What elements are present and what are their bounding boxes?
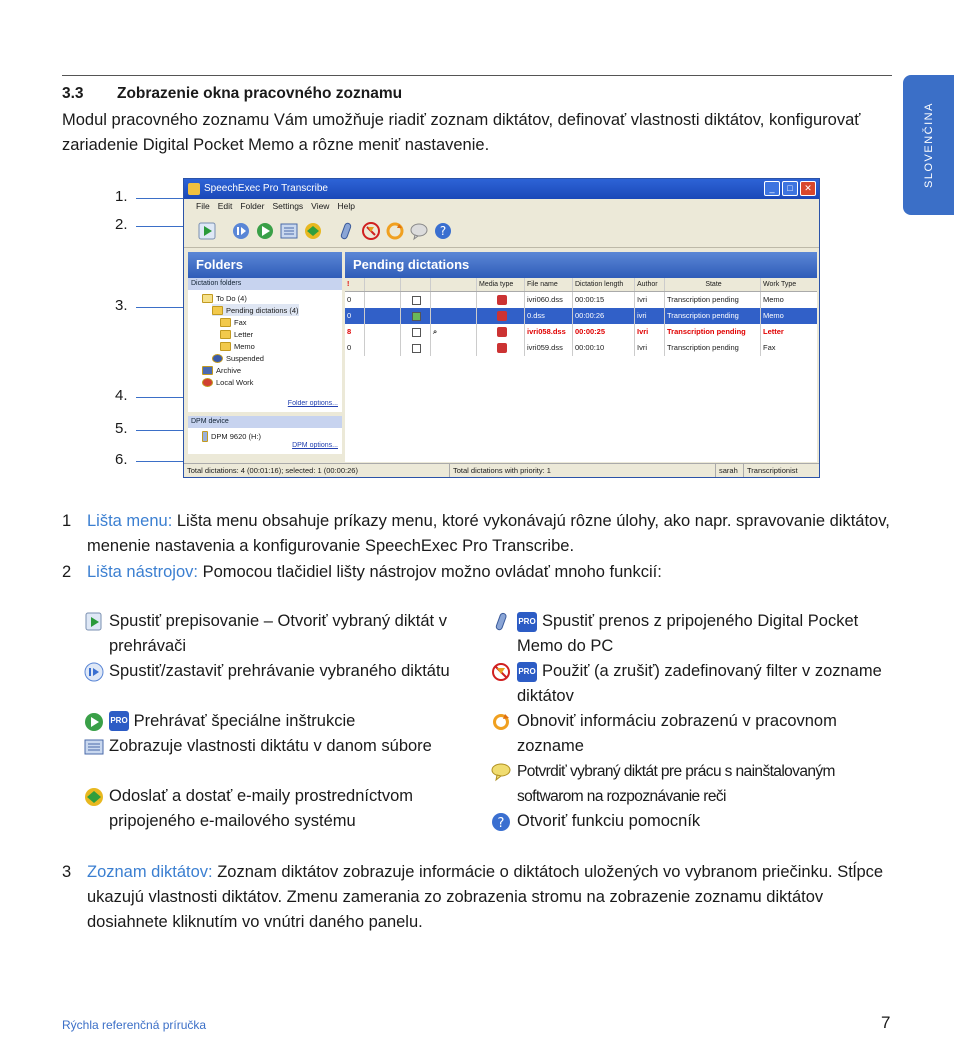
col-author[interactable]: Author bbox=[635, 278, 665, 291]
col-state[interactable]: State bbox=[665, 278, 761, 291]
folder-icon bbox=[202, 294, 213, 303]
filter-icon bbox=[491, 662, 511, 682]
pro-badge: PRO bbox=[517, 612, 537, 632]
dpm-device-item[interactable]: DPM 9620 (H:) bbox=[202, 430, 261, 442]
pro-badge: PRO bbox=[517, 662, 537, 682]
window-title: SpeechExec Pro Transcribe bbox=[204, 183, 328, 194]
help-icon bbox=[433, 221, 453, 241]
minimize-button[interactable]: _ bbox=[764, 181, 780, 196]
tree-item-archive[interactable]: Archive bbox=[202, 364, 241, 376]
tree-item-letter[interactable]: Letter bbox=[220, 328, 253, 340]
folder-icon bbox=[212, 306, 223, 315]
maximize-button[interactable]: □ bbox=[782, 181, 798, 196]
dpm-device-label: DPM device bbox=[188, 416, 342, 428]
play-icon bbox=[84, 612, 104, 632]
media-type-icon bbox=[497, 343, 507, 353]
list-item-label: Lišta menu: bbox=[87, 512, 173, 530]
local-work-icon bbox=[202, 378, 213, 387]
status-user: sarah bbox=[716, 464, 744, 477]
list-item-label: Zoznam diktátov: bbox=[87, 863, 213, 881]
tool-desc-refresh: Obnoviť informáciu zobrazenú v pracovnom zozname bbox=[491, 709, 896, 759]
toolbar bbox=[184, 214, 819, 248]
tree-item-local-work[interactable]: Local Work bbox=[202, 376, 253, 388]
dictation-list-header bbox=[345, 278, 817, 292]
filter-icon bbox=[361, 221, 381, 241]
table-row[interactable]: 0 ivri059.dss 00:00:10 Ivri Transcription pending Fax bbox=[345, 340, 817, 356]
folder-icon bbox=[220, 342, 231, 351]
callout-5: 5. bbox=[115, 420, 128, 437]
toolbar-help-button[interactable] bbox=[432, 220, 454, 242]
menu-file[interactable]: File bbox=[196, 201, 210, 211]
table-row[interactable]: 8 ⌕ ivri058.dss 00:00:25 Ivri Transcription pending Letter bbox=[345, 324, 817, 340]
properties-icon bbox=[279, 221, 299, 241]
table-row[interactable]: 0 ivri060.dss 00:00:15 Ivri Transcription pending Memo bbox=[345, 292, 817, 308]
window-title-bar bbox=[184, 179, 819, 199]
callout-3: 3. bbox=[115, 297, 128, 314]
col-instruction[interactable] bbox=[431, 278, 477, 291]
col-media-type[interactable]: Media type bbox=[477, 278, 525, 291]
tree-item-suspended[interactable]: Suspended bbox=[212, 352, 264, 364]
toolbar-play-button[interactable] bbox=[196, 220, 218, 242]
menu-help[interactable]: Help bbox=[337, 201, 355, 211]
tree-item-to-do[interactable]: To Do (4) bbox=[202, 292, 247, 304]
menu-folder[interactable]: Folder bbox=[240, 201, 265, 211]
refresh-icon bbox=[491, 712, 511, 732]
checkbox[interactable] bbox=[412, 344, 421, 353]
callout-6: 6. bbox=[115, 451, 128, 468]
pending-dictations-header: Pending dictations bbox=[345, 252, 817, 278]
col-attachment[interactable] bbox=[365, 278, 401, 291]
top-rule bbox=[62, 75, 892, 76]
section-number: 3.3 bbox=[62, 85, 84, 102]
checkbox[interactable] bbox=[412, 296, 421, 305]
speech-recognition-icon bbox=[491, 762, 511, 782]
refresh-icon bbox=[385, 221, 405, 241]
tool-desc-email: Odoslať a dostať e-maily prostredníctvom pripojeného e-mailového systému bbox=[84, 784, 474, 834]
tool-desc-help: ? Otvoriť funkciu pomocník bbox=[491, 809, 891, 834]
callout-line-6 bbox=[136, 461, 188, 462]
clock-icon bbox=[212, 354, 223, 363]
callout-1: 1. bbox=[115, 188, 128, 205]
tree-item-memo[interactable]: Memo bbox=[220, 340, 255, 352]
col-work-type[interactable]: Work Type bbox=[763, 281, 797, 288]
menu-edit[interactable]: Edit bbox=[217, 201, 233, 211]
tool-desc-play: Spustiť prepisovanie – Otvoriť vybraný diktát v prehrávači bbox=[84, 609, 464, 659]
svg-text:?: ? bbox=[497, 816, 505, 831]
dpm-options-link[interactable]: DPM options... bbox=[188, 442, 342, 454]
toolbar-properties-button[interactable] bbox=[278, 220, 300, 242]
menu-bar bbox=[184, 199, 819, 214]
footer-title: Rýchla referenčná príručka bbox=[62, 1018, 207, 1032]
toolbar-refresh-button[interactable] bbox=[384, 220, 406, 242]
tool-desc-filter: PRO Použiť (a zrušiť) zadefinovaný filter v zozname diktátov bbox=[491, 659, 891, 709]
col-file-name[interactable]: File name bbox=[525, 278, 573, 291]
svg-text:?: ? bbox=[439, 223, 447, 238]
language-tab-label: SLOVENČINA bbox=[922, 102, 935, 188]
list-item-menu-bar: 1 Lišta menu: Lišta menu obsahuje príkazy menu, ktoré vykonávajú rôzne úlohy, ako napr. spravovanie diktátov, menenie nastavenia a konfigurovanie SpeechExec Pro Transcribe. bbox=[62, 512, 890, 555]
folders-header: Folders bbox=[188, 252, 342, 278]
callout-2: 2. bbox=[115, 216, 128, 233]
toolbar-speech-recognition-button[interactable] bbox=[408, 220, 430, 242]
email-icon bbox=[303, 221, 323, 241]
tool-desc-download: PRO Spustiť prenos z pripojeného Digital Pocket Memo do PC bbox=[491, 609, 891, 659]
download-dpm-icon bbox=[337, 221, 357, 241]
play-pause-icon bbox=[231, 221, 251, 241]
page-number: 7 bbox=[881, 1013, 891, 1032]
toolbar-filter-button[interactable] bbox=[360, 220, 382, 242]
status-bar bbox=[184, 463, 820, 477]
col-dictation-length[interactable]: Dictation length bbox=[573, 278, 635, 291]
archive-icon bbox=[202, 366, 213, 375]
pro-badge: PRO bbox=[109, 711, 129, 731]
section-heading bbox=[62, 85, 402, 103]
tool-desc-play-pause: Spustiť/zastaviť prehrávanie vybraného diktátu bbox=[84, 659, 464, 684]
special-instruction-icon bbox=[84, 712, 104, 732]
col-priority[interactable]: ! bbox=[345, 278, 365, 291]
status-priority: Total dictations with priority: 1 bbox=[450, 464, 716, 477]
checkbox[interactable] bbox=[412, 328, 421, 337]
folder-icon bbox=[220, 318, 231, 327]
app-window bbox=[183, 178, 820, 478]
status-total: Total dictations: 4 (00:01:16); selected: 1 (00:00:26) bbox=[184, 464, 450, 477]
menu-view[interactable]: View bbox=[311, 201, 330, 211]
language-tab bbox=[903, 75, 954, 215]
callout-4: 4. bbox=[115, 387, 128, 404]
checkbox[interactable] bbox=[412, 312, 421, 321]
toolbar-special-instruction-button[interactable] bbox=[254, 220, 276, 242]
list-item-label: Lišta nástrojov: bbox=[87, 563, 198, 581]
toolbar-download-button[interactable] bbox=[336, 220, 358, 242]
status-role: Transcriptionist bbox=[747, 466, 798, 475]
play-pause-icon bbox=[84, 662, 104, 682]
tree-item-pending[interactable]: Pending dictations (4) bbox=[212, 304, 299, 316]
email-icon bbox=[84, 787, 104, 807]
folder-options-link[interactable]: Folder options... bbox=[188, 400, 342, 412]
download-dpm-icon bbox=[491, 612, 511, 632]
tool-desc-special-instruction: PRO Prehrávať špeciálne inštrukcie bbox=[84, 709, 464, 734]
folders-pane bbox=[188, 252, 342, 462]
list-item-dictation-list: 3 Zoznam diktátov: Zoznam diktátov zobrazuje informácie o diktátoch uložených vo vybranom priečinku. Stĺpce ukazujú vlastnosti diktátov. Zmenu zamerania zo zobrazenia stromu na zobrazenie zoznamu diktátov dosiahnete kliknutím vo vnútri daného panelu. bbox=[62, 863, 884, 931]
special-instruction-icon bbox=[255, 221, 275, 241]
properties-icon bbox=[84, 737, 104, 757]
menu-settings[interactable]: Settings bbox=[272, 201, 304, 211]
col-comment[interactable] bbox=[401, 278, 431, 291]
help-icon bbox=[491, 812, 511, 832]
table-row[interactable]: 0 0.dss 00:00:26 ivri Transcription pending Memo bbox=[345, 308, 817, 324]
folder-tree bbox=[188, 290, 342, 400]
media-type-icon bbox=[497, 295, 507, 305]
instruction-icon: ⌕ bbox=[433, 327, 438, 336]
media-type-icon bbox=[497, 327, 507, 337]
toolbar-play-pause-button[interactable] bbox=[230, 220, 252, 242]
dictation-list-pane bbox=[345, 252, 817, 462]
play-icon bbox=[197, 221, 217, 241]
list-item-toolbar: 2 Lišta nástrojov: Pomocou tlačidiel lišty nástrojov možno ovládať mnoho funkcií: bbox=[62, 563, 662, 581]
app-icon bbox=[188, 183, 200, 195]
folder-icon bbox=[220, 330, 231, 339]
media-type-icon bbox=[497, 311, 507, 321]
toolbar-email-button[interactable] bbox=[302, 220, 324, 242]
dpm-device-panel bbox=[188, 428, 342, 454]
section-title: Zobrazenie okna pracovného zoznamu bbox=[117, 85, 403, 102]
tool-desc-speech-recognition: Potvrdiť vybraný diktát pre prácu s nainštalovaným softwarom na rozpoznávanie reči bbox=[491, 759, 896, 809]
tool-desc-properties: Zobrazuje vlastnosti diktátu v danom súbore bbox=[84, 734, 464, 759]
dictation-folders-label: Dictation folders bbox=[188, 278, 342, 290]
close-button[interactable]: ✕ bbox=[800, 181, 816, 196]
dpm-device-icon bbox=[202, 431, 208, 442]
tree-item-fax[interactable]: Fax bbox=[220, 316, 247, 328]
speech-recognition-icon bbox=[409, 221, 429, 241]
intro-paragraph: Modul pracovného zoznamu Vám umožňuje riadiť zoznam diktátov, definovať vlastnosti diktátov, konfigurovať zariadenie Digital Pocket Memo a rôzne meniť nastavenie. bbox=[62, 111, 861, 154]
